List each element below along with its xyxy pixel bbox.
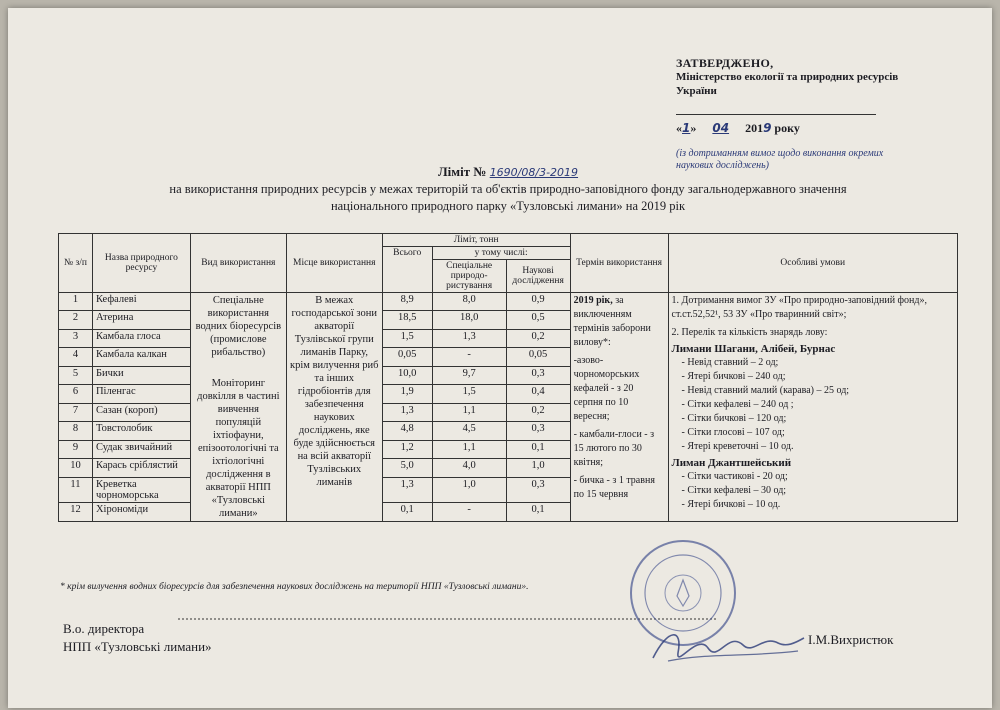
header-special: Спеціальне природо-ристування	[432, 260, 506, 293]
row-total: 1,3	[382, 403, 432, 421]
usage-text-2: Моніторинг довкілля в частині вивчення популяцій іхтіофауни, епізоотологічні та іхтіологічні дослідження в акваторії НПП «Тузловські лимани»	[197, 378, 280, 519]
row-special: 4,5	[432, 422, 506, 440]
term-year: 2019 рік,	[573, 295, 613, 306]
signature-role	[63, 620, 212, 656]
limit-title: Ліміт № 1690/08/3-2019	[437, 164, 579, 179]
row-science: 0,4	[506, 385, 570, 403]
header-incl: у тому числі:	[432, 247, 570, 260]
lake-heading-2: Лиман Джантшейський	[671, 457, 792, 469]
row-science: 0,1	[506, 440, 570, 458]
row-resource: Піленгас	[92, 385, 190, 403]
row-resource: Бички	[92, 366, 190, 384]
header-limit: Ліміт, тонн	[382, 234, 570, 247]
row-special: 8,0	[432, 293, 506, 311]
usage-cell	[190, 293, 286, 522]
row-science: 0,1	[506, 503, 570, 522]
gear-item: - Сітки кефалеві – 30 од;	[682, 484, 954, 498]
gear-item: - Ятері бичкові – 240 од;	[682, 370, 954, 384]
row-num: 8	[59, 422, 93, 440]
approval-signature-line	[676, 100, 876, 115]
row-total: 18,5	[382, 311, 432, 329]
row-num: 4	[59, 348, 93, 366]
term-cell	[570, 293, 668, 522]
gear-item: - Сітки глосові – 107 од;	[682, 426, 954, 440]
header-usage: Вид використання	[190, 234, 286, 293]
row-special: 1,1	[432, 403, 506, 421]
row-total: 0,1	[382, 503, 432, 522]
row-resource: Камбала глоса	[92, 329, 190, 347]
row-num: 5	[59, 366, 93, 384]
usage-text-1: Спеціальне використання водних біоресурсів (промислове рибальство)	[195, 295, 282, 358]
header-total: Всього	[382, 247, 432, 293]
row-total: 4,8	[382, 422, 432, 440]
gear-item: - Сітки бичкові – 120 од;	[682, 412, 954, 426]
row-science: 0,3	[506, 366, 570, 384]
row-special: 1,0	[432, 477, 506, 503]
row-special: 1,1	[432, 440, 506, 458]
approval-ministry: Міністерство екології та природних ресурсів України	[676, 71, 899, 97]
row-science: 1,0	[506, 459, 570, 477]
row-total: 1,3	[382, 477, 432, 503]
row-special: 1,5	[432, 385, 506, 403]
row-resource: Хірономіди	[92, 503, 190, 522]
approval-date: «1» 04 2019 року	[676, 121, 800, 135]
row-resource: Атерина	[92, 311, 190, 329]
approval-handwritten-note: (із дотриманням вимог щодо виконання окремих наукових досліджень)	[676, 148, 884, 171]
row-num: 1	[59, 293, 93, 311]
gear-item: - Ятері бичкові – 10 од.	[682, 498, 954, 512]
row-resource: Судак звичайний	[92, 440, 190, 458]
row-special: 18,0	[432, 311, 506, 329]
row-resource: Креветка чорноморська	[92, 477, 190, 503]
row-num: 7	[59, 403, 93, 421]
document-page	[8, 8, 992, 708]
row-science: 0,3	[506, 422, 570, 440]
row-science: 0,2	[506, 329, 570, 347]
header-term: Термін використання	[570, 234, 668, 293]
term-head: 2019 рік, за виключенням термінів заборони вилову*:	[573, 295, 651, 348]
header-resource: Назва природного ресурсу	[92, 234, 190, 293]
row-special: 9,7	[432, 366, 506, 384]
approval-month: 04	[712, 121, 730, 135]
term-item: - камбали-глоси - з 15 лютого по 30 квітня;	[573, 429, 655, 468]
row-num: 6	[59, 385, 93, 403]
row-special: -	[432, 348, 506, 366]
signature-role1: В.о. директора	[63, 621, 145, 636]
table-row	[59, 293, 958, 311]
gear-item: - Невід ставний малий (карава) – 25 од;	[682, 384, 954, 398]
signature-role2: НПП «Тузловські лимани»	[63, 639, 212, 654]
gear-item: - Сітки кефалеві – 240 од ;	[682, 398, 954, 412]
term-item: -азово-чорноморських кефалей - з 20 серпня по 10 вересня;	[573, 355, 640, 422]
title-line1: на використання природних ресурсів у межах територій та об'єктів природно-заповідного фонду загальнодержавного значення	[169, 182, 847, 196]
row-total: 1,2	[382, 440, 432, 458]
row-total: 1,9	[382, 385, 432, 403]
limits-table	[58, 233, 958, 522]
condition-1: 1. Дотримання вимог ЗУ «Про природно-заповідний фонд», ст.ст.52,52¹, 53 ЗУ «Про тваринний світ»;	[671, 295, 927, 320]
row-num: 10	[59, 459, 93, 477]
row-resource: Камбала калкан	[92, 348, 190, 366]
row-num: 3	[59, 329, 93, 347]
title-line2: національного природного парку «Тузловські лимани» на 2019 рік	[330, 199, 686, 213]
signature-name: І.М.Вихристюк	[808, 632, 894, 647]
limit-number: 1690/08/3-2019	[489, 166, 579, 179]
term-item: - бичка - з 1 травня по 15 червня	[573, 475, 655, 500]
row-science: 0,05	[506, 348, 570, 366]
row-num: 2	[59, 311, 93, 329]
row-total: 0,05	[382, 348, 432, 366]
lake-heading-1: Лимани Шагани, Алібей, Бурнас	[671, 343, 836, 355]
approval-header: ЗАТВЕРДЖЕНО,	[676, 56, 774, 70]
row-special: 4,0	[432, 459, 506, 477]
row-num: 11	[59, 477, 93, 503]
header-num: № з/п	[59, 234, 93, 293]
row-total: 5,0	[382, 459, 432, 477]
place-cell: В межах господарської зони акваторії Тузлівської групи лиманів Парку, крім вилучення риб та інших гідробіонтів для забезпечення наукових досліджень, яке буде здійснюється на всій акваторії Тузлівських лиманів	[286, 293, 382, 522]
handwritten-signature	[648, 623, 808, 673]
gear-item: - Невід ставний – 2 од;	[682, 356, 954, 370]
row-science: 0,9	[506, 293, 570, 311]
approval-day: 1	[682, 121, 691, 135]
row-science: 0,2	[506, 403, 570, 421]
row-total: 10,0	[382, 366, 432, 384]
condition-2: 2. Перелік та кількість знарядь лову:	[671, 327, 828, 338]
title-block	[48, 163, 968, 215]
row-total: 8,9	[382, 293, 432, 311]
row-resource: Кефалеві	[92, 293, 190, 311]
row-total: 1,5	[382, 329, 432, 347]
gear-list-2	[672, 470, 954, 512]
row-resource: Товстолобик	[92, 422, 190, 440]
row-num: 12	[59, 503, 93, 522]
row-science: 0,5	[506, 311, 570, 329]
gear-item: - Сітки частикові - 20 од;	[682, 470, 954, 484]
footnote: * крім вилучення водних біоресурсів для забезпечення наукових досліджень на території НПП «Тузловські лимани».	[60, 582, 529, 592]
gear-list-1	[672, 356, 954, 454]
row-special: -	[432, 503, 506, 522]
approval-block	[676, 56, 936, 171]
row-resource: Сазан (короп)	[92, 403, 190, 421]
row-special: 1,3	[432, 329, 506, 347]
gear-item: - Ятері креветочні – 10 од.	[682, 440, 954, 454]
conditions-cell	[668, 293, 957, 522]
row-science: 0,3	[506, 477, 570, 503]
header-science: Наукові дослідження	[506, 260, 570, 293]
header-conditions: Особливі умови	[668, 234, 957, 293]
row-resource: Карась сріблястий	[92, 459, 190, 477]
header-place: Місце використання	[286, 234, 382, 293]
row-num: 9	[59, 440, 93, 458]
